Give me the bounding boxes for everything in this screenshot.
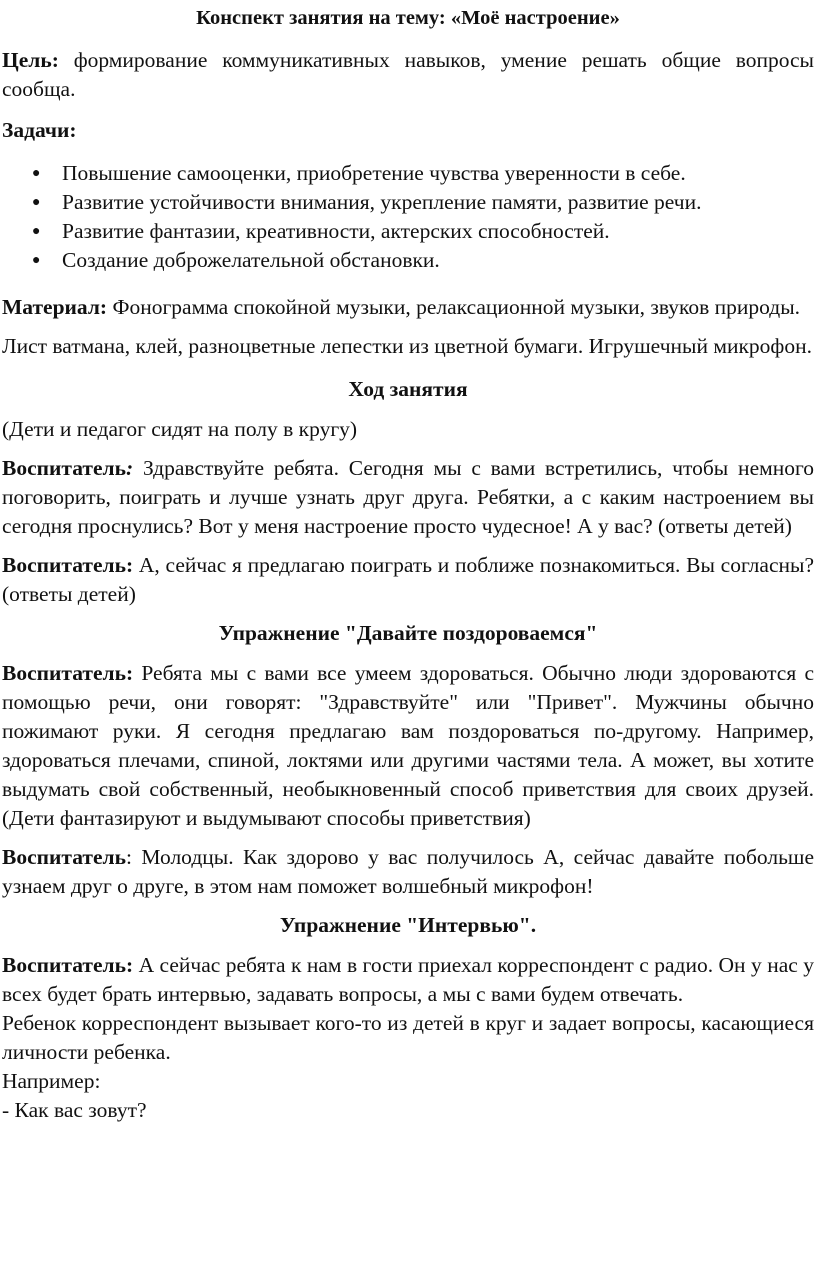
course-heading: Ход занятия [348,377,468,401]
bullet-icon: ● [32,195,41,210]
document-title: Конспект занятия на тему: «Моё настроение» [196,7,620,29]
speaker-label: Воспитатель [2,845,126,869]
list-item-text: Развитие фантазии, креативности, актерских способностей. [62,219,610,243]
material-label: Материал: [2,295,108,319]
exercise2-paragraph-4: - Как вас зовут? [2,1098,147,1122]
list-item [32,246,814,275]
bullet-icon: ● [32,253,41,268]
paragraph-text: Здравствуйте ребята. Сегодня мы с вами встретились, чтобы немного поговорить, поиграть и лучше узнать друг друга. Ребятки, а с каким настроением вы сегодня проснулись? Вот у меня настроение просто чудесное! А у вас? (ответы детей) [2,456,814,538]
bullet-icon: ● [32,224,41,239]
list-item [32,217,814,246]
list-item [32,159,814,188]
speaker-label: Воспитатель: [2,553,134,577]
exercise2-paragraph-3: Например: [2,1069,101,1093]
paragraph-text: : Молодцы. Как здорово у вас получилось А, сейчас давайте побольше узнаем друг о друге, в этом нам поможет волшебный микрофон! [2,845,814,898]
course-paragraph-1 [2,454,814,541]
exercise2-paragraph-2: Ребенок корреспондент вызывает кого-то из детей в круг и задает вопросы, касающиеся личности ребенка. [2,1011,814,1064]
tasks-section [2,116,814,275]
material-paragraph [2,293,814,322]
exercise2-heading: Упражнение "Интервью". [279,913,537,937]
speaker-colon: : [125,456,134,480]
course-paragraph-2 [2,551,814,609]
paragraph-text: А, сейчас я предлагаю поиграть и поближе познакомиться. Вы согласны? (ответы детей) [2,553,814,606]
exercise1-paragraph-1 [2,659,814,833]
speaker-label: Воспитатель: [2,661,134,685]
exercise1-paragraph-2 [2,843,814,901]
material-text: Фонограмма спокойной музыки, релаксационной музыки, звуков природы. [107,295,801,319]
goal-label: Цель: [2,48,59,72]
goal-paragraph [2,46,814,104]
goal-text: формирование коммуникативных навыков, умение решать общие вопросы сообща. [2,48,814,101]
exercise2-paragraph-1 [2,951,814,1009]
list-item-text: Повышение самооценки, приобретение чувства уверенности в себе. [62,161,686,185]
tasks-label: Задачи: [2,118,77,142]
tasks-list [2,159,814,275]
paragraph-text: Ребята мы с вами все умеем здороваться. Обычно люди здороваются с помощью речи, они говорят: "Здравствуйте" или "Привет". Мужчины обычно пожимают руки. Я сегодня предлагаю вам поздороваться по-другому. Например, здороваться плечами, спиной, локтями или другими частями тела. А может, вы хотите выдумать свой собственный, необыкновенный способ приветствия для своих друзей. (Дети фантазируют и выдумывают способы приветствия) [2,661,814,830]
material-paragraph-2: Лист ватмана, клей, разноцветные лепестки из цветной бумаги. Игрушечный микрофон. [2,334,812,358]
list-item-text: Создание доброжелательной обстановки. [62,248,440,272]
list-item [32,188,814,217]
speaker-label: Воспитатель [2,456,126,480]
list-item-text: Развитие устойчивости внимания, укрепление памяти, развитие речи. [62,190,702,214]
bullet-icon: ● [32,166,41,181]
paragraph-text: А сейчас ребята к нам в гости приехал корреспондент с радио. Он у нас у всех будет брать интервью, задавать вопросы, а мы с вами будем отвечать. [2,953,814,1006]
course-intro: (Дети и педагог сидят на полу в кругу) [2,417,358,441]
exercise1-heading: Упражнение "Давайте поздороваемся" [218,621,598,645]
speaker-label: Воспитатель: [2,953,134,977]
